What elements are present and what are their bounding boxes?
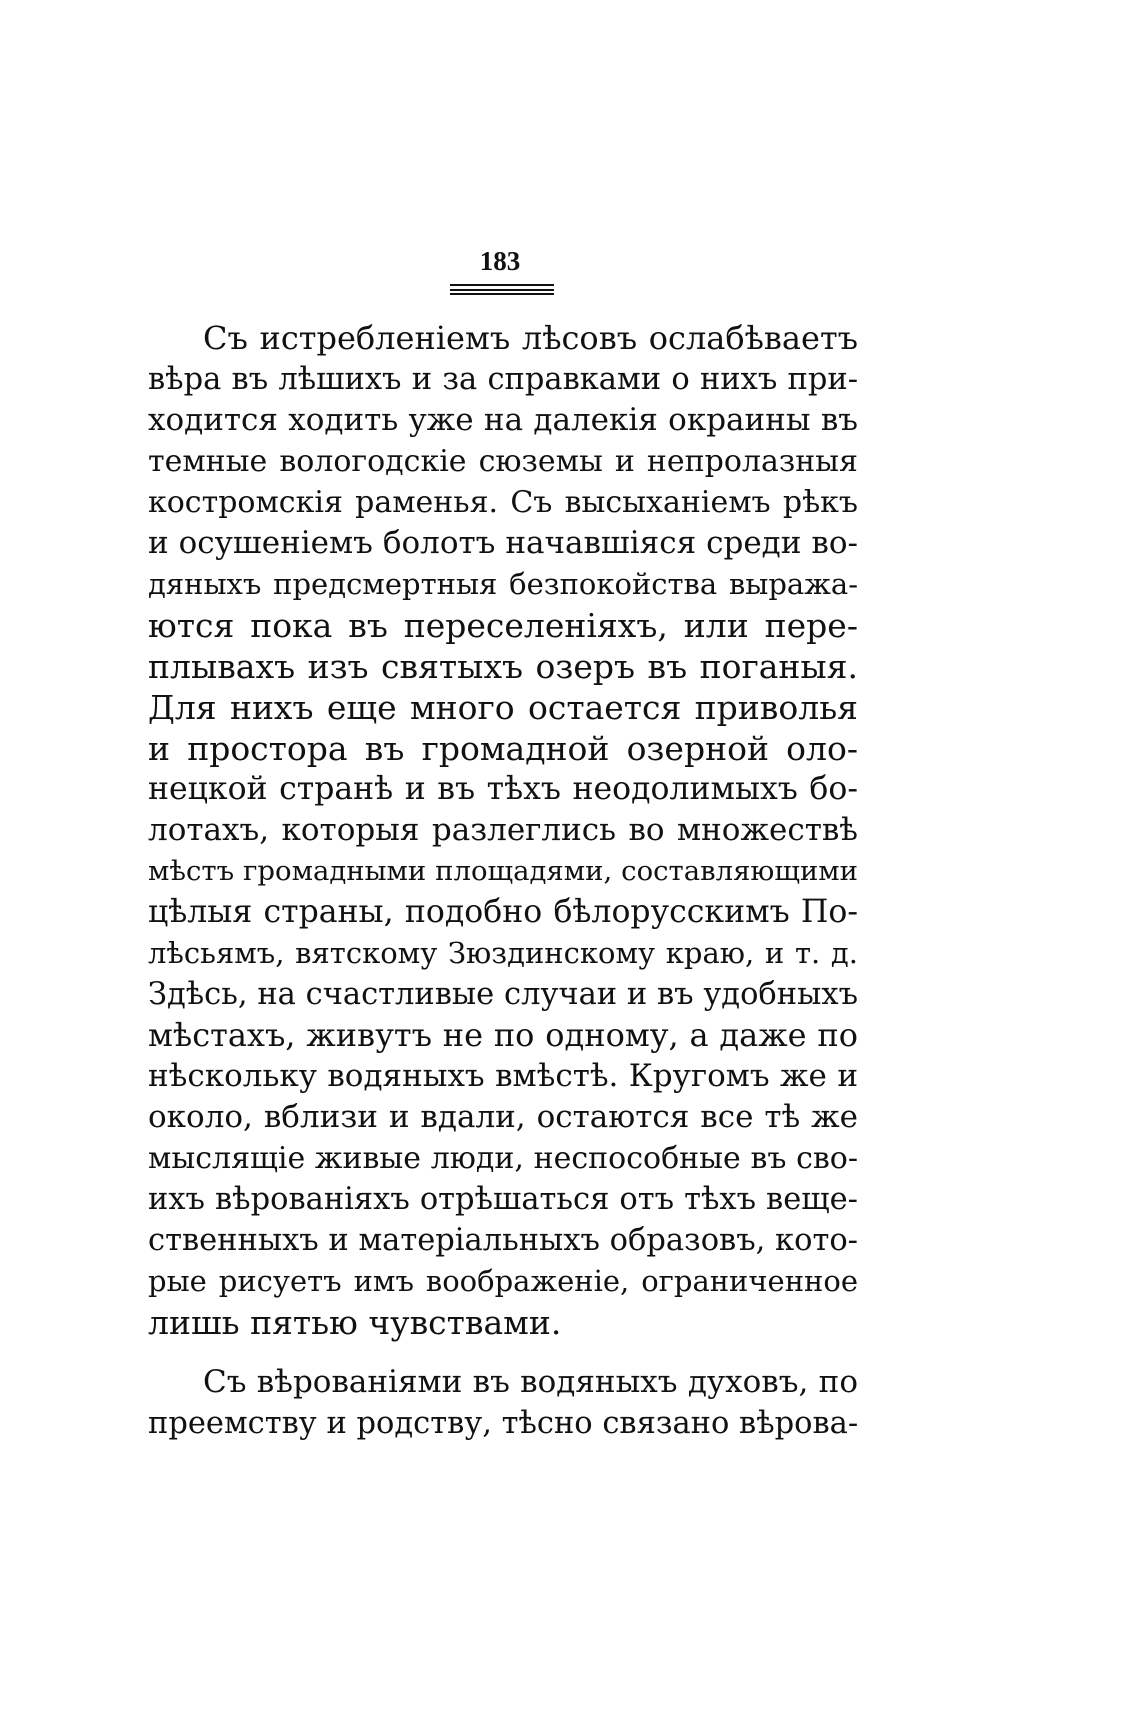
text-line: ются пока въ переселеніяхъ, или пере-	[148, 606, 858, 645]
text-line: темные вологодскіе сюземы и непролазныя	[148, 444, 858, 479]
text-line: лишь пятью чувствами.	[148, 1303, 562, 1342]
text-line: ихъ вѣрованіяхъ отрѣшаться отъ тѣхъ веще-	[148, 1182, 858, 1217]
text-line: мыслящіе живые люди, неспособные въ сво-	[148, 1141, 858, 1176]
text-line: Съ истребленіемъ лѣсовъ ослабѣваетъ	[203, 319, 858, 357]
page-number-rule	[450, 289, 554, 291]
body-text	[148, 318, 858, 1444]
text-line: мѣстахъ, живутъ не по одному, а даже по	[148, 1016, 858, 1054]
text-line: цѣлыя страны, подобно бѣлорусскимъ По-	[148, 894, 858, 930]
text-line: лотахъ, которыя разлеглись во множествѣ	[148, 812, 858, 848]
text-line: плывахъ изъ святыхъ озеръ въ поганыя.	[148, 647, 858, 686]
text-line: Для нихъ еще много остается приволья	[148, 688, 858, 727]
page-number-rule	[450, 293, 554, 295]
text-line: мѣстъ громадными площадями, составляющими	[148, 855, 858, 887]
text-line: ходится ходить уже на далекія окраины въ	[148, 402, 858, 438]
page-number: 183	[479, 246, 521, 276]
text-line: лѣсьямъ, вятскому Зюздинскому краю, и т. д.	[148, 936, 858, 970]
paragraph-spacer	[148, 1343, 858, 1362]
text-line: нецкой странѣ и въ тѣхъ неодолимыхъ бо-	[148, 771, 858, 807]
paragraph	[148, 1362, 858, 1444]
text-line: и простора въ громадной озерной оло-	[148, 729, 858, 768]
page-number-rule	[450, 284, 554, 286]
text-line: и осушеніемъ болотъ начавшіяся среди во-	[148, 525, 858, 561]
text-line: дяныхъ предсмертныя безпокойства выража-	[148, 567, 858, 601]
paragraph	[148, 318, 858, 1343]
text-line: около, вблизи и вдали, остаются все тѣ же	[148, 1099, 858, 1135]
text-line: нѣскольку водяныхъ вмѣстѣ. Кругомъ же и	[148, 1058, 858, 1094]
text-line: Здѣсь, на счастливые случаи и въ удобныхъ	[148, 977, 858, 1012]
text-line: Съ вѣрованіями въ водяныхъ духовъ, по	[203, 1364, 858, 1400]
text-line: рые рисуетъ имъ воображеніе, ограниченное	[148, 1264, 858, 1298]
text-line: преемству и родству, тѣсно связано вѣрова-	[148, 1406, 859, 1441]
text-line: ственныхъ и матеріальныхъ образовъ, кото-	[148, 1223, 858, 1258]
text-line: костромскія раменья. Съ высыханіемъ рѣкъ	[148, 485, 858, 520]
text-line: вѣра въ лѣшихъ и за справками о нихъ при-	[148, 362, 858, 397]
